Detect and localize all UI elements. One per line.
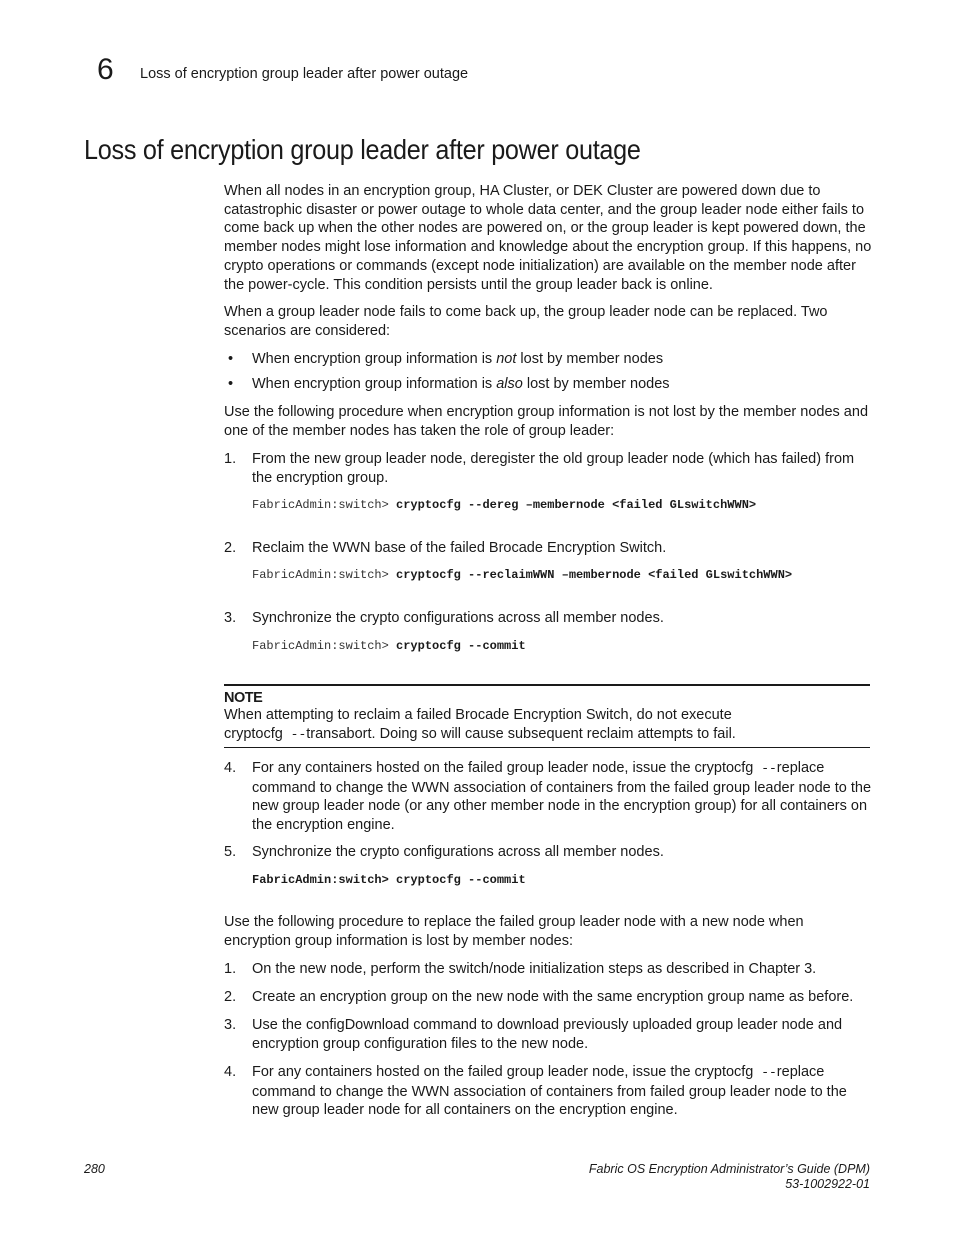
code-example: FabricAdmin:switch> cryptocfg --dereg –membernode <failed GLswitchWWN> [252, 498, 757, 512]
step-text: On the new node, perform the switch/node initialization steps as described in Chapter 3. [252, 961, 817, 977]
step-text: Use the configDownload command to download previously uploaded group leader node and encryption group configuration files to the new node. [252, 1017, 843, 1052]
step-number: 2. [224, 540, 237, 556]
intro-paragraph: When all nodes in an encryption group, HA Cluster, or DEK Cluster are powered down due to catastrophic disaster or power outage to whole data center, and the group leader node either fails to come back up when the other nodes are powered on, or the group leader is kept powered down, the member nodes might lose information and knowledge about the encryption group. If this happens, no crypto operations or commands (except node initialization) are available on the member node after the power-cycle. This condition persists until the group leader back is online. [224, 183, 872, 293]
code-example: FabricAdmin:switch> cryptocfg --commit [252, 873, 526, 887]
chapter-number: 6 [97, 53, 114, 86]
step-text: Reclaim the WWN base of the failed Brocade Encryption Switch. [252, 540, 667, 556]
note-text: When attempting to reclaim a failed Brocade Encryption Switch, do not execute cryptocfg --transabort. Doing so will cause subsequent reclaim attempts to fail. [224, 707, 736, 742]
code-example: FabricAdmin:switch> cryptocfg --reclaimWWN –membernode <failed GLswitchWWN> [252, 568, 793, 582]
note-label: NOTE [224, 690, 263, 706]
step-text: Create an encryption group on the new node with the same encryption group name as before. [252, 989, 854, 1005]
step-number: 1. [224, 961, 237, 977]
step-number: 2. [224, 989, 237, 1005]
book-title: Fabric OS Encryption Administrator’s Guide (DPM) [588, 1162, 870, 1176]
bullet-text: When encryption group information is also lost by member nodes [252, 376, 670, 392]
step-number: 4. [224, 760, 237, 776]
section-title: Loss of encryption group leader after power outage [84, 134, 641, 165]
bullet-marker: • [228, 376, 234, 392]
step-text: Synchronize the crypto configurations across all member nodes. [252, 610, 664, 626]
step-number: 5. [224, 844, 237, 860]
scenario-paragraph: When a group leader node fails to come back up, the group leader node can be replaced. Two scenarios are considered: [224, 304, 828, 339]
step-text: For any containers hosted on the failed group leader node, issue the cryptocfg --replace command to change the WWN association of containers from failed group leader node to the new group leader node for all containers on the encryption engine. [252, 1064, 847, 1119]
procedure1-intro: Use the following procedure when encryption group information is not lost by the member nodes and one of the member nodes has taken the role of group leader: [224, 404, 869, 439]
step-number: 3. [224, 1017, 237, 1033]
step-number: 4. [224, 1064, 237, 1080]
bullet-text: When encryption group information is not lost by member nodes [252, 351, 664, 367]
doc-number: 53-1002922-01 [785, 1177, 870, 1191]
step-text: From the new group leader node, deregister the old group leader node (which has failed) from the encryption group. [252, 451, 855, 486]
step-number: 1. [224, 451, 237, 467]
step-text: For any containers hosted on the failed group leader node, issue the cryptocfg --replace command to change the WWN association of containers from the failed group leader node to the new group leader node (or any other member node in the encryption group) for all containers on the encryption engine. [252, 760, 872, 834]
procedure2-intro: Use the following procedure to replace the failed group leader node with a new node when encryption group information is lost by member nodes: [224, 914, 804, 949]
note-top-rule [224, 684, 870, 686]
code-example: FabricAdmin:switch> cryptocfg --commit [252, 639, 526, 653]
note-bottom-rule [224, 747, 870, 748]
footer-book-info [589, 1162, 870, 1192]
running-header-title: Loss of encryption group leader after power outage [140, 66, 469, 82]
page-number: 280 [84, 1162, 105, 1176]
bullet-marker: • [228, 351, 234, 367]
step-text: Synchronize the crypto configurations across all member nodes. [252, 844, 664, 860]
step-number: 3. [224, 610, 237, 626]
